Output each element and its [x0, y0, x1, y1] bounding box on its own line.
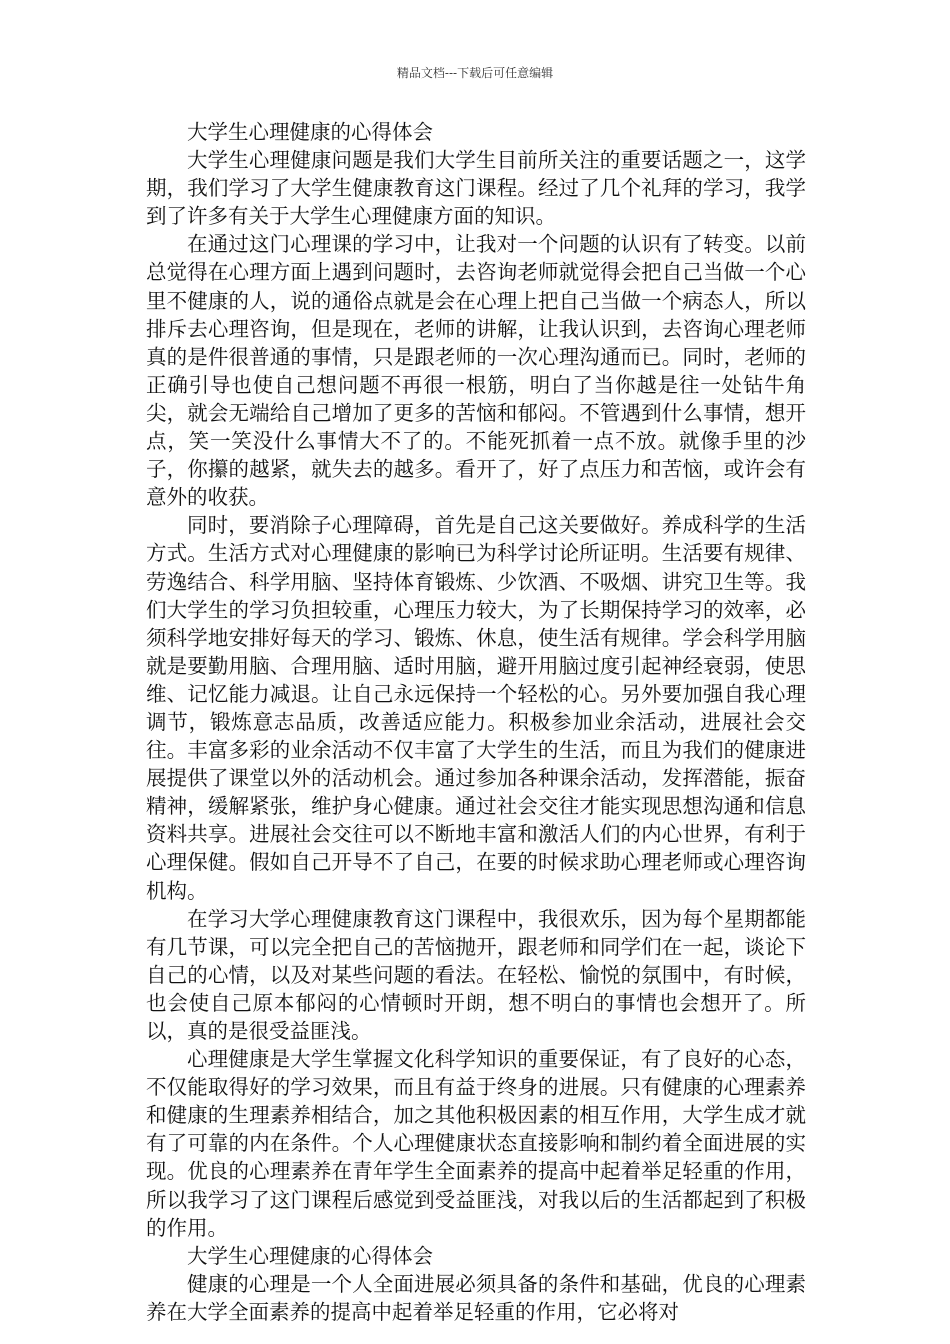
paragraph-title-1: 大学生心理健康的心得体会	[187, 120, 433, 144]
page-header: 精品文档---下载后可任意编辑	[396, 66, 554, 80]
document-body	[146, 118, 806, 1326]
paragraph-title-2: 大学生心理健康的心得体会	[187, 1243, 433, 1268]
paragraph: 健康的心理是一个人全面进展必须具备的条件和基础，优良的心理素养在大学全面素养的提高中起着举足轻重的作用，它必将对	[146, 1271, 806, 1324]
paragraph: 在学习大学心理健康教育这门课程中，我很欢乐，因为每个星期都能有几节课，可以完全把自己的苦恼抛开，跟老师和同学们在一起，谈论下自己的心情，以及对某些问题的看法。在轻松、愉悦的氛围中，有时候，也会使自己原本郁闷的心情顿时开朗，想不明白的事情也会想开了。所以，真的是很受益匪浅。	[146, 906, 806, 1043]
paragraph: 心理健康是大学生掌握文化科学知识的重要保证，有了良好的心态，不仅能取得好的学习效果，而且有益于终身的进展。只有健康的心理素养和健康的生理素养相结合，加之其他积极因素的相互作用，大学生成才就有了可靠的内在条件。个人心理健康状态直接影响和制约着全面进展的实现。优良的心理素养在青年学生全面素养的提高中起着举足轻重的作用，所以我学习了这门课程后感觉到受益匪浅，对我以后的生活都起到了积极的作用。	[146, 1047, 806, 1240]
paragraph: 同时，要消除子心理障碍，首先是自己这关要做好。养成科学的生活方式。生活方式对心理健康的影响已为科学讨论所证明。生活要有规律、劳逸结合、科学用脑、坚持体育锻炼、少饮酒、不吸烟、讲究卫生等。我们大学生的学习负担较重，心理压力较大，为了长期保持学习的效率，必须科学地安排好每天的学习、锻炼、休息，使生活有规律。学会科学用脑就是要勤用脑、合理用脑、适时用脑，避开用脑过度引起神经衰弱，使思维、记忆能力减退。让自己永远保持一个轻松的心。另外要加强自我心理调节，锻炼意志品质，改善适应能力。积极参加业余活动，进展社会交往。丰富多彩的业余活动不仅丰富了大学生的生活，而且为我们的健康进展提供了课堂以外的活动机会。通过参加各种课余活动，发挥潜能，振奋精神，缓解紧张，维护身心健康。通过社会交往才能实现思想沟通和信息资料共享。进展社会交往可以不断地丰富和激活人们的内心世界，有利于心理保健。假如自己开导不了自己，在要的时候求助心理老师或心理咨询机构。	[146, 513, 806, 903]
paragraph: 在通过这门心理课的学习中，让我对一个问题的认识有了转变。以前总觉得在心理方面上遇到问题时，去咨询老师就觉得会把自己当做一个心里不健康的人，说的通俗点就是会在心理上把自己当做一个病态人，所以排斥去心理咨询，但是现在，老师的讲解，让我认识到，去咨询心理老师真的是件很普通的事情，只是跟老师的一次心理沟通而已。同时，老师的正确引导也使自己想问题不再很一根筋，明白了当你越是往一处钻牛角尖，就会无端给自己增加了更多的苦恼和郁闷。不管遇到什么事情，想开点，笑一笑没什么事情大不了的。不能死抓着一点不放。就像手里的沙子，你攥的越紧，就失去的越多。看开了，好了点压力和苦恼，或许会有意外的收获。	[146, 232, 806, 510]
paragraph: 大学生心理健康问题是我们大学生目前所关注的重要话题之一，这学期，我们学习了大学生健康教育这门课程。经过了几个礼拜的学习，我学到了许多有关于大学生心理健康方面的知识。	[146, 148, 806, 229]
